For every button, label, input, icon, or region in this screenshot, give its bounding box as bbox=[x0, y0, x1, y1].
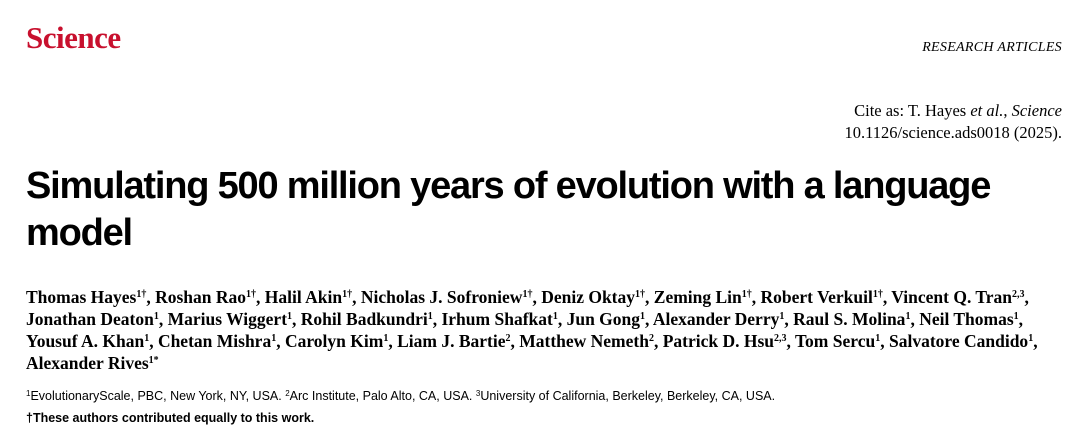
author-affiliation-mark: 1 bbox=[271, 333, 277, 344]
author bbox=[653, 309, 785, 329]
author-name: Neil Thomas bbox=[919, 309, 1014, 329]
author-name: Zeming Lin bbox=[653, 287, 742, 307]
author-name: Tom Sercu bbox=[794, 331, 876, 351]
author bbox=[26, 331, 149, 351]
author bbox=[541, 287, 645, 307]
author-affiliation-mark: 1 bbox=[1028, 333, 1034, 344]
author bbox=[519, 331, 654, 351]
author-name: Irhum Shafkat bbox=[441, 309, 553, 329]
author-name: Chetan Mishra bbox=[157, 331, 272, 351]
affiliation-number: 2 bbox=[285, 389, 290, 398]
author bbox=[26, 287, 146, 307]
author-name: Matthew Nemeth bbox=[519, 331, 649, 351]
author-name: Jun Gong bbox=[566, 309, 641, 329]
author-affiliation-mark: 2 bbox=[505, 333, 511, 344]
author bbox=[793, 309, 910, 329]
affiliation-text: Arc Institute, Palo Alto, CA, USA. bbox=[289, 389, 473, 403]
author-name: Deniz Oktay bbox=[541, 287, 636, 307]
author-affiliation-mark: 1 bbox=[427, 311, 433, 322]
author bbox=[663, 331, 787, 351]
author bbox=[361, 287, 533, 307]
author-affiliation-mark: 1 bbox=[383, 333, 389, 344]
author-name: Jonathan Deaton bbox=[26, 309, 154, 329]
author-name: Rohil Badkundri bbox=[300, 309, 428, 329]
author bbox=[155, 287, 256, 307]
author-affiliation-mark: 1† bbox=[635, 289, 646, 300]
author-affiliation-mark: 1* bbox=[148, 355, 159, 366]
author-affiliation-mark: 1† bbox=[246, 289, 257, 300]
author-affiliation-mark: 1 bbox=[779, 311, 785, 322]
author bbox=[889, 331, 1033, 351]
author-name: Salvatore Candido bbox=[888, 331, 1029, 351]
affiliation-number: 3 bbox=[475, 389, 481, 398]
author-name: Robert Verkuil bbox=[760, 287, 873, 307]
cite-prefix: Cite as: T. Hayes bbox=[854, 101, 971, 120]
author-affiliation-mark: 1† bbox=[522, 289, 533, 300]
author-name: Yousuf A. Khan bbox=[26, 331, 145, 351]
author-name: Roshan Rao bbox=[155, 287, 247, 307]
author bbox=[795, 331, 880, 351]
author-list: Thomas Hayes$^{1\dagger}$, Roshan Rao$^{1\dagger}$, Halil Akin$^{1\dagger}$, Nicholas J. Sofroniew$^{1\dagger}$, Deniz Oktay$^{1\dagger}$, Zeming Lin$^{1\dagger}$, Robert Verkuil$^{1\dagger}$, Vincent Q. Tran$^{2,3}$, Jonathan Deaton$^1$, Marius Wiggert$^1$, Rohil Badkundri$^1$, Irhum Shafkat$^1$, Jun Gong$^1$, Alexander Derry$^1$, Raul S. Molina$^1$, Neil Thomas$^1$, Yousuf A. Khan$^1$, Chetan Mishra$^1$, Carolyn Kim$^1$, Liam J. Bartie$^2$, Matthew Nemeth$^2$, Patrick D. Hsu$^{2,3}$, Tom Sercu$^1$, Salvatore Candido$^1$, Alexander Rives$^{1*}$ bbox=[26, 287, 1038, 373]
doi: 10.1126/science.ads0018 (2025). bbox=[844, 123, 1062, 142]
author bbox=[26, 309, 159, 329]
author-affiliation-mark: 1 bbox=[875, 333, 881, 344]
author-name: Raul S. Molina bbox=[793, 309, 906, 329]
author bbox=[761, 287, 883, 307]
author-affiliation-mark: 2 bbox=[648, 333, 654, 344]
equal-contribution-note: †These authors contributed equally to this work. bbox=[26, 411, 315, 425]
author bbox=[285, 331, 388, 351]
author-name: Alexander Derry bbox=[652, 309, 780, 329]
paper-title: Simulating 500 million years of evolution with a language model bbox=[26, 165, 991, 254]
cite-journal: Science bbox=[1011, 101, 1062, 120]
author-name: Liam J. Bartie bbox=[397, 331, 506, 351]
author-affiliation-mark: 1 bbox=[144, 333, 150, 344]
affiliation-number: 1 bbox=[26, 389, 31, 398]
author bbox=[567, 309, 645, 329]
author-name: Carolyn Kim bbox=[284, 331, 384, 351]
author-affiliation-mark: 1 bbox=[905, 311, 911, 322]
author bbox=[26, 353, 159, 373]
author-name: Vincent Q. Tran bbox=[891, 287, 1013, 307]
author bbox=[168, 309, 292, 329]
author-affiliation-mark: 1 bbox=[640, 311, 646, 322]
author bbox=[397, 331, 510, 351]
section-label: RESEARCH ARTICLES bbox=[922, 40, 1062, 55]
journal-logo: Science bbox=[26, 20, 121, 55]
cite-etal: et al. bbox=[970, 101, 1004, 120]
affiliation-text: University of California, Berkeley, Berkeley, CA, USA. bbox=[480, 389, 776, 403]
author-name: Thomas Hayes bbox=[26, 287, 137, 307]
author-name: Marius Wiggert bbox=[167, 309, 288, 329]
affiliation-text: EvolutionaryScale, PBC, New York, NY, USA. bbox=[30, 389, 282, 403]
author-affiliation-mark: 1 bbox=[153, 311, 159, 322]
author-affiliation-mark: 1 bbox=[552, 311, 558, 322]
affiliations bbox=[26, 389, 1066, 403]
author bbox=[441, 309, 557, 329]
author-affiliation-mark: 2,3 bbox=[1012, 289, 1025, 300]
author-name: Alexander Rives bbox=[26, 353, 149, 373]
author bbox=[301, 309, 433, 329]
author-affiliation-mark: 2,3 bbox=[774, 333, 787, 344]
author-affiliation-mark: 1† bbox=[741, 289, 752, 300]
author bbox=[919, 309, 1018, 329]
author-name: Nicholas J. Sofroniew bbox=[360, 287, 523, 307]
author-affiliation-mark: 1† bbox=[872, 289, 883, 300]
cite-line bbox=[844, 100, 1062, 122]
author bbox=[265, 287, 352, 307]
author bbox=[158, 331, 276, 351]
author-affiliation-mark: 1 bbox=[1013, 311, 1019, 322]
author-affiliation-mark: 1† bbox=[342, 289, 353, 300]
author-name: Halil Akin bbox=[264, 287, 343, 307]
author bbox=[891, 287, 1024, 307]
cite-sep: , bbox=[1003, 101, 1012, 120]
author-affiliation-mark: 1 bbox=[287, 311, 293, 322]
author-affiliation-mark: 1† bbox=[136, 289, 147, 300]
author bbox=[654, 287, 752, 307]
author-name: Patrick D. Hsu bbox=[662, 331, 775, 351]
citation bbox=[844, 100, 1062, 144]
